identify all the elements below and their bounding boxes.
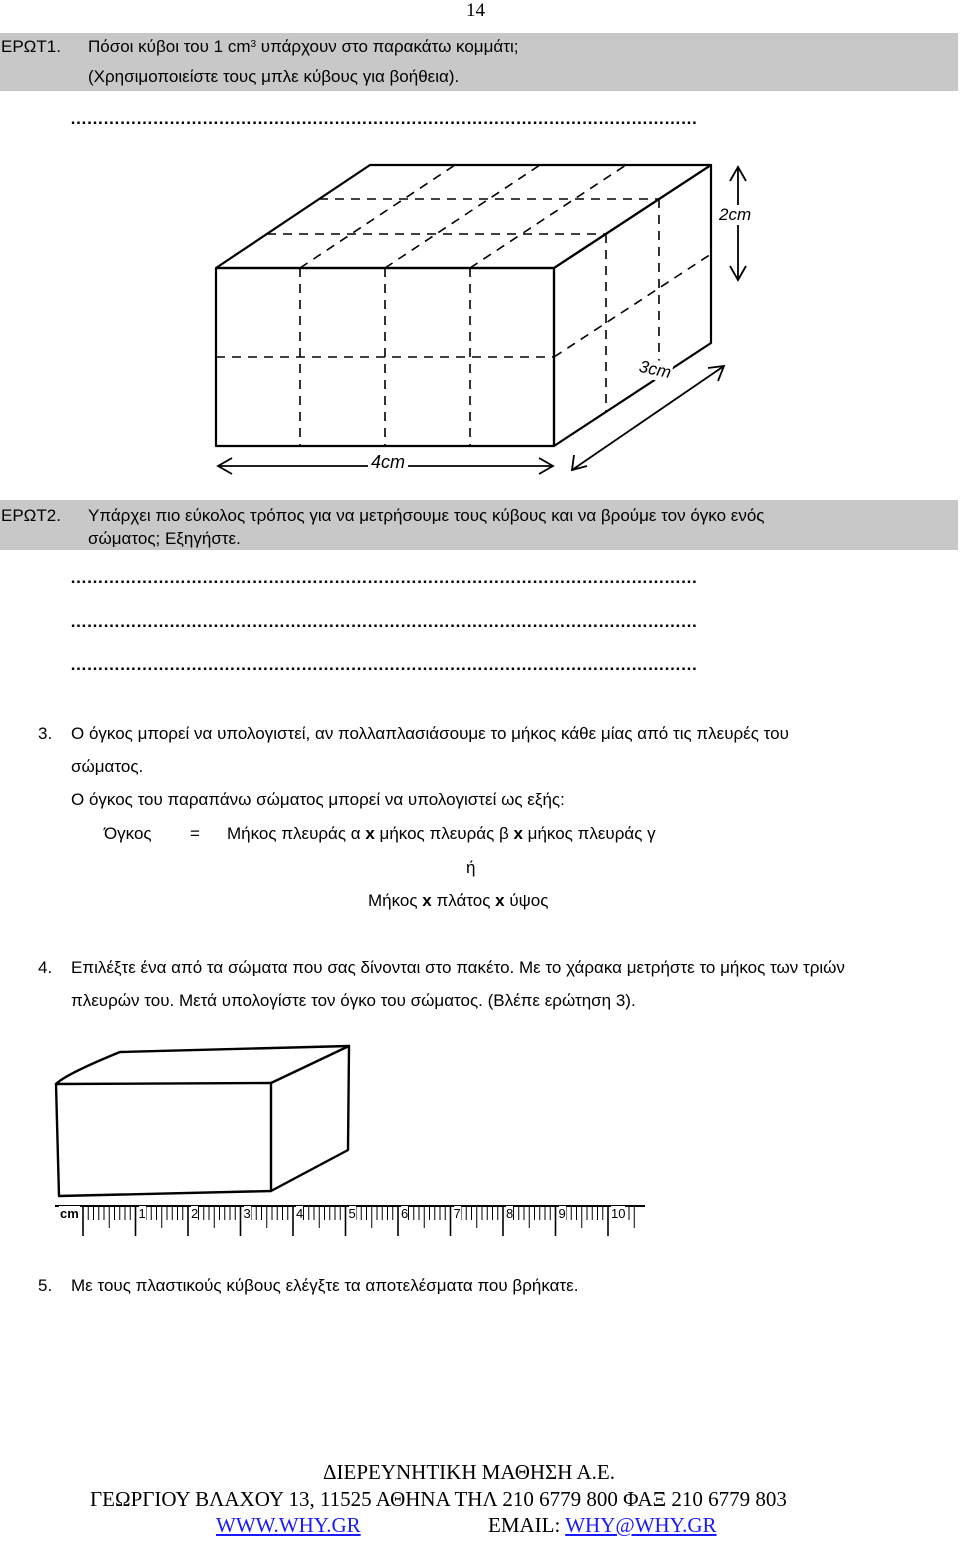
question-2-text-line2: σώματος; Εξηγήστε. bbox=[88, 529, 241, 548]
ruler-number: 1 bbox=[138, 1206, 146, 1221]
section-5-text: Με τους πλαστικούς κύβους ελέγξτε τα αποτελέσματα που βρήκατε. bbox=[71, 1276, 579, 1295]
length-label: 4cm bbox=[368, 452, 408, 473]
question-1-hint: (Χρησιμοποιείστε τους μπλε κύβους για βοήθεια). bbox=[88, 67, 460, 86]
formula-volume-label: Όγκος bbox=[104, 824, 152, 843]
answer-line-2c[interactable]: …………………………………………………………………………………………………… bbox=[70, 655, 697, 674]
answer-line-2b[interactable]: …………………………………………………………………………………………………… bbox=[70, 612, 697, 631]
footer-organization: ΔΙΕΡΕΥΝΗΤΙΚΗ ΜΑΘΗΣΗ Α.Ε. bbox=[323, 1460, 616, 1484]
ruler-number: 5 bbox=[348, 1206, 356, 1221]
section-3-line3: Ο όγκος του παραπάνω σώματος μπορεί να υπολογιστεί ως εξής: bbox=[71, 790, 565, 809]
formula-alt: Μήκος x πλάτος x ύψος bbox=[368, 891, 549, 910]
website-link[interactable]: WWW.WHY.GR bbox=[216, 1513, 361, 1537]
ruler-number: 4 bbox=[296, 1206, 304, 1221]
question-2-label: ΕΡΩΤ2. bbox=[1, 506, 61, 525]
footer-website bbox=[216, 1513, 361, 1538]
ruler-unit: cm bbox=[60, 1206, 79, 1221]
ruler-number: 2 bbox=[191, 1206, 199, 1221]
section-5-number: 5. bbox=[38, 1276, 53, 1295]
footer-email: EMAIL: WHY@WHY.GR bbox=[488, 1513, 717, 1537]
question-2-text: Υπάρχει πιο εύκολος τρόπος για να μετρήσουμε τους κύβους και να βρούμε τον όγκο ενός bbox=[88, 506, 765, 525]
ruler-number: 10 bbox=[611, 1206, 626, 1221]
formula-equals: = bbox=[190, 824, 200, 843]
ruler-number: 6 bbox=[401, 1206, 409, 1221]
email-link[interactable]: WHY@WHY.GR bbox=[565, 1513, 717, 1537]
question-1-label: ΕΡΩΤ1. bbox=[1, 37, 61, 56]
section-3-line2: σώματος. bbox=[71, 757, 144, 776]
ruler-number: 8 bbox=[506, 1206, 514, 1221]
ruler-number: 3 bbox=[243, 1206, 251, 1221]
height-label: 2cm bbox=[719, 205, 752, 224]
ruler-number: 7 bbox=[453, 1206, 461, 1221]
section-4-number: 4. bbox=[38, 958, 53, 977]
section-3-line1: Ο όγκος μπορεί να υπολογιστεί, αν πολλαπλασιάσουμε το μήκος κάθε μίας από τις πλευρές του bbox=[71, 724, 789, 743]
section-3-number: 3. bbox=[38, 724, 53, 743]
question-1-text: Πόσοι κύβοι του 1 $cm^3$ υπάρχουν στο παρακάτω κομμάτι; bbox=[88, 37, 519, 56]
answer-line-1[interactable]: …………………………………………………………………………………………………… bbox=[70, 109, 697, 128]
formula-or: ή bbox=[466, 858, 476, 877]
answer-line-2a[interactable]: …………………………………………………………………………………………………… bbox=[70, 568, 697, 587]
superscript-3: 3 bbox=[250, 39, 257, 50]
page-number: 14 bbox=[466, 0, 485, 21]
footer-address: ΓΕΩΡΓΙΟΥ ΒΛΑΧΟΥ 13, 11525 ΑΘΗΝΑ ΤΗΛ 210 6779 800 ΦΑΞ 210 6779 803 bbox=[90, 1487, 787, 1511]
ruler-number: 9 bbox=[558, 1206, 566, 1221]
section-4-line2: πλευρών του. Μετά υπολογίστε τον όγκο του σώματος. (Βλέπε ερώτηση 3). bbox=[71, 991, 636, 1010]
depth-label: 3cm bbox=[637, 356, 673, 383]
section-4-line1: Επιλέξτε ένα από τα σώματα που σας δίνονται στο πακέτο. Με το χάρακα μετρήστε το μήκος των τριών bbox=[71, 958, 845, 977]
formula-text: Μήκος πλευράς α x μήκος πλευράς β x μήκος πλευράς γ bbox=[227, 824, 656, 843]
